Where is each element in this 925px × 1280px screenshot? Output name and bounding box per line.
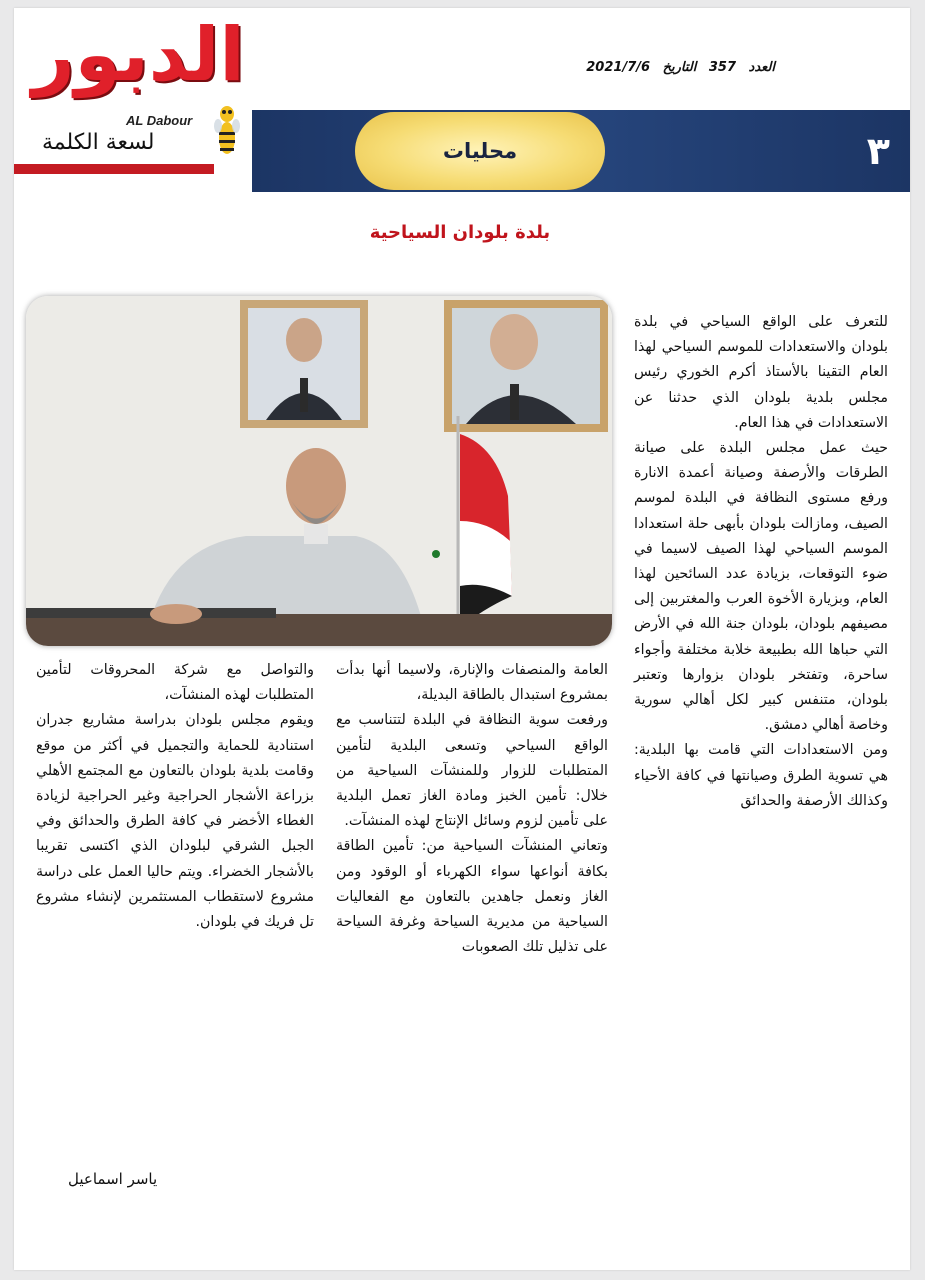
paragraph: العامة والمنصفات والإنارة، ولاسيما أنها بدأت بمشروع استبدال بالطاقة البديلة، xyxy=(336,662,608,704)
issue-label: العدد xyxy=(748,60,775,75)
paragraph: ورفعت سوية النظافة في البلدة لتتناسب مع الواقع السياحي وتسعى البلدية لتأمين المتطلبات للزوار وللمنشآت السياحية من خلال: تأمين الخبز ومادة الغاز تعمل البلدية على تأمين لزوم وسائل الإنتاج لهذه المنشآت. xyxy=(336,712,608,830)
hornet-icon xyxy=(214,100,240,162)
logo-tagline: لسعة الكلمة xyxy=(42,130,155,155)
author-name: ياسر اسماعيل xyxy=(68,1170,158,1188)
paragraph: حيث عمل مجلس البلدة على صيانة الطرقات والأرصفة وصيانة أعمدة الانارة ورفع مستوى النظافة في البلدة لموسم الصيف، ومازالت بلودان بأبهى حلة استعدادا الموسم السياحي لهذا الصيف لاسيما في ضوء التوقعات، بزيادة عدد السائحين لهذا العام، وبزيارة الأخوة العرب والمغتربين إلى مصيفهم بلودان، بلودان جنة الله في الأرض التي حباها الله بطبيعة خلابة مختلفة وأجواء ساحرة، وتفتخر بلودان بزوارها وتعتبر بلودان، متنفس كبير لكل أهالي سورية وخاصة أهالي دمشق. xyxy=(634,440,888,734)
paragraph: ومن الاستعدادات التي قامت بها البلدية: هي تسوية الطرق وصيانتها في كافة الأحياء وكذالك الأرصفة والحدائق xyxy=(634,742,888,809)
paragraph: ويقوم مجلس بلودان بدراسة مشاريع جدران استنادية للحماية والتجميل في أكثر من موقع وقامت بلدية بلودان بالتعاون مع المجتمع الأهلي بزراعة الأشجار الحراجية وغير الحراجية لزيادة الغطاء الأخضر في كافة الطرق والحدائق وفي الجبل الشرقي لبلودان الذي اكتسى تقريبا بالأشجار الخضراء. ويتم حاليا العمل على دراسة مشروع لاستقطاب المستثمرين لإنشاء مشروع تل فريك في بلودان. xyxy=(36,712,314,931)
section-label: محليات xyxy=(355,112,605,190)
date-value: 2021/7/6 xyxy=(586,60,651,75)
issue-number: 357 xyxy=(708,60,736,75)
article-column-left xyxy=(36,658,314,935)
article-photo xyxy=(26,296,612,646)
logo-latin-text: AL Dabour xyxy=(126,113,193,128)
article-column-middle xyxy=(336,658,608,960)
logo-underline-bar xyxy=(14,164,214,174)
article-column-right xyxy=(634,310,888,814)
date-label: التاريخ xyxy=(662,60,697,75)
paragraph: وتعاني المنشآت السياحية من: تأمين الطاقة بكافة أنواعها سواء الكهرباء أو الوقود ومن الغاز ونعمل جاهدين بالتعاون مع الفعاليات السياحية من مديرية السياحة وغرفة السياحة على تذليل تلك الصعوبات xyxy=(336,838,608,956)
page-number: ٣ xyxy=(866,129,890,173)
paragraph: والتواصل مع شركة المحروقات لتأمين المتطلبات لهذه المنشآت، xyxy=(36,662,314,704)
article-headline: بلدة بلودان السياحية xyxy=(369,222,551,243)
paragraph: للتعرف على الواقع السياحي في بلدة بلودان والاستعدادات للموسم السياحي لهذا العام التقينا بالأستاذ أكرم الخوري رئيس مجلس بلدية بلودان الذي حدثنا عن الاستعدادات في هذا العام. xyxy=(634,314,888,431)
logo-title: الدبور xyxy=(32,12,245,98)
issue-date-line xyxy=(578,60,775,75)
masthead-logo xyxy=(14,12,254,178)
